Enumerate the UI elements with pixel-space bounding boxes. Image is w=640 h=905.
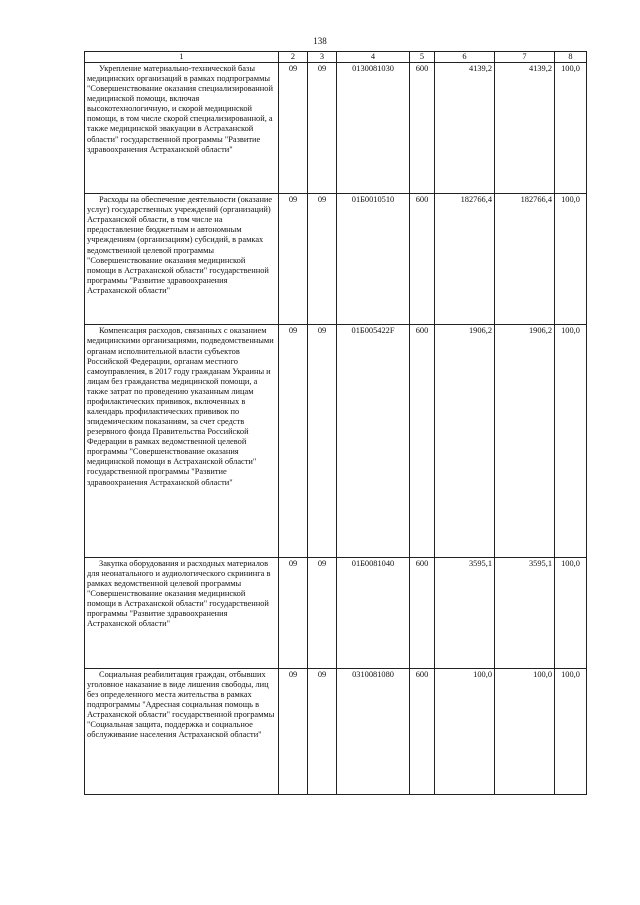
planned-amount: 182766,4 (435, 194, 495, 325)
execution-percent: 100,0 (555, 668, 587, 794)
section-code: 09 (279, 325, 308, 557)
expense-type-code: 600 (410, 63, 435, 194)
expense-type-code: 600 (410, 194, 435, 325)
subsection-code: 09 (308, 63, 337, 194)
executed-amount: 182766,4 (495, 194, 555, 325)
target-article-code: 01Б005422F (337, 325, 410, 557)
executed-amount: 4139,2 (495, 63, 555, 194)
expense-description: Укрепление материально-технической базы медицинских организаций в рамках подпрограммы "Совершенствование оказания специализированной медицинской помощи, включая высокотехнологичную, и скорой медицинской помощи, в том числе скорой специализированной, а также медицинской эвакуации в Астраханской области" государственной программы "Развитие здравоохранения Астраханской области" (85, 63, 279, 194)
column-header: 8 (555, 52, 587, 63)
expense-type-code: 600 (410, 668, 435, 794)
subsection-code: 09 (308, 325, 337, 557)
target-article-code: 01Б0010510 (337, 194, 410, 325)
subsection-code: 09 (308, 668, 337, 794)
table-header-row (85, 52, 587, 63)
section-code: 09 (279, 63, 308, 194)
column-header: 3 (308, 52, 337, 63)
expense-description: Социальная реабилитация граждан, отбывших уголовное наказание в виде лишения свободы, лиц без определенного места жительства в рамках подпрограммы "Адресная социальная помощь в Астраханской области" государственной программы "Социальная защита, поддержка и социальное обслуживание населения Астраханской области" (85, 668, 279, 794)
page-number: 138 (313, 36, 327, 46)
execution-percent: 100,0 (555, 325, 587, 557)
executed-amount: 1906,2 (495, 325, 555, 557)
planned-amount: 3595,1 (435, 557, 495, 668)
table-row (85, 557, 587, 668)
executed-amount: 100,0 (495, 668, 555, 794)
table-row (85, 668, 587, 794)
section-code: 09 (279, 194, 308, 325)
execution-percent: 100,0 (555, 557, 587, 668)
column-header: 6 (435, 52, 495, 63)
executed-amount: 3595,1 (495, 557, 555, 668)
table-row (85, 194, 587, 325)
column-header: 1 (85, 52, 279, 63)
expense-type-code: 600 (410, 325, 435, 557)
expense-description: Закупка оборудования и расходных материалов для неонатального и аудиологического скрининга в рамках ведомственной целевой программы "Совершенствование оказания медицинской помощи в Астраханской области" государственной программы "Развитие здравоохранения Астраханской области" (85, 557, 279, 668)
column-header: 4 (337, 52, 410, 63)
target-article-code: 01Б0081040 (337, 557, 410, 668)
column-header: 2 (279, 52, 308, 63)
planned-amount: 1906,2 (435, 325, 495, 557)
column-header: 5 (410, 52, 435, 63)
budget-table (84, 51, 587, 795)
column-header: 7 (495, 52, 555, 63)
expense-description: Компенсация расходов, связанных с оказанием медицинскими организациями, подведомственными органам исполнительной власти субъектов Российской Федерации, органам местного самоуправления, в 2017 году гражданам Украины и лицам без гражданства медицинской помощи, а также затрат по проведению указанным лицам профилактических прививок, включенных в календарь профилактических прививок по эпидемическим показаниям, за счет средств резервного фонда Правительства Российской Федерации в рамках ведомственной целевой программы "Совершенствование оказания медицинской помощи в Астраханской области" государственной программы "Развитие здравоохранения Астраханской области" (85, 325, 279, 557)
expense-description: Расходы на обеспечение деятельности (оказание услуг) государственных учреждений (организаций) Астраханской области, в том числе на предоставление бюджетным и автономным учреждениям (организациям) субсидий, в рамках ведомственной целевой программы "Совершенствование оказания медицинской помощи в Астраханской области" государственной программы "Развитие здравоохранения Астраханской области" (85, 194, 279, 325)
execution-percent: 100,0 (555, 63, 587, 194)
planned-amount: 100,0 (435, 668, 495, 794)
subsection-code: 09 (308, 194, 337, 325)
table-row (85, 325, 587, 557)
section-code: 09 (279, 668, 308, 794)
subsection-code: 09 (308, 557, 337, 668)
target-article-code: 0130081030 (337, 63, 410, 194)
target-article-code: 0310081080 (337, 668, 410, 794)
planned-amount: 4139,2 (435, 63, 495, 194)
expense-type-code: 600 (410, 557, 435, 668)
section-code: 09 (279, 557, 308, 668)
execution-percent: 100,0 (555, 194, 587, 325)
table-row (85, 63, 587, 194)
